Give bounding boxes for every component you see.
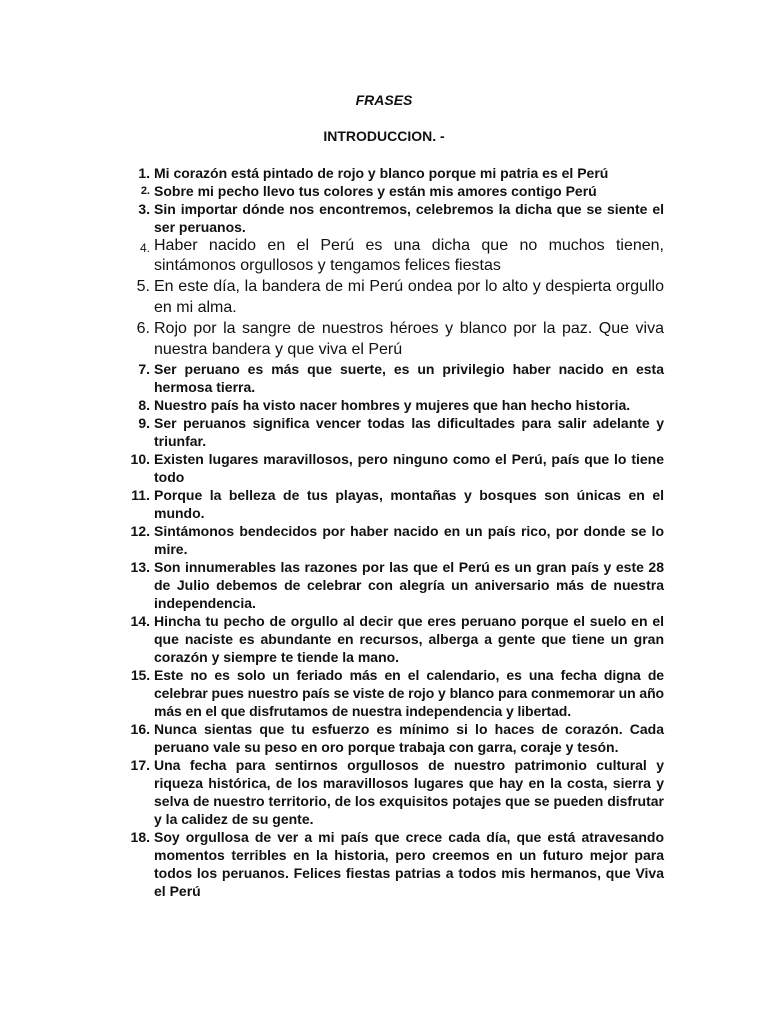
list-item — [0, 396, 768, 414]
list-item — [0, 414, 768, 450]
section-heading: INTRODUCCION. - — [323, 128, 445, 144]
item-number: 9. — [138, 415, 150, 431]
item-text: Sin importar dónde nos encontremos, celebremos la dicha que se siente el ser peruanos. — [154, 201, 664, 235]
item-text: Mi corazón está pintado de rojo y blanco porque mi patria es el Perú — [154, 165, 609, 181]
item-text: Sobre mi pecho llevo tus colores y están mis amores contigo Perú — [154, 183, 597, 199]
item-text: Sintámonos bendecidos por haber nacido en un país rico, por donde se lo mire. — [154, 523, 664, 557]
item-text: Soy orgullosa de ver a mi país que crece cada día, que está atravesando momentos terribles en la historia, pero creemos en un futuro mejor para todos los peruanos. Felices fiestas patrias a todos mis hermanos, que Viva el Perú — [154, 829, 664, 899]
list-item — [0, 756, 768, 828]
item-number: 15. — [130, 667, 150, 683]
item-number: 8. — [138, 397, 150, 413]
item-text: Hincha tu pecho de orgullo al decir que eres peruano porque el suelo en el que naciste es abundante en recursos, alberga a gente que tiene un gran corazón y siempre te tiende la mano. — [154, 613, 664, 665]
item-number: 2. — [140, 185, 150, 197]
item-text: Porque la belleza de tus playas, montañas y bosques son únicas en el mundo. — [154, 487, 664, 521]
item-text: Son innumerables las razones por las que el Perú es un gran país y este 28 de Julio debemos de celebrar con alegría un aniversario más de nuestra independencia. — [154, 559, 664, 611]
item-number: 18. — [130, 829, 150, 845]
list-item — [0, 360, 768, 396]
list-item — [0, 486, 768, 522]
item-text: Este no es solo un feriado más en el calendario, es una fecha digna de celebrar pues nuestro país se viste de rojo y blanco para conmemorar un año más en el que disfrutamos de nuestra independencia y libertad. — [154, 667, 664, 719]
item-text: Existen lugares maravillosos, pero ninguno como el Perú, país que lo tiene todo — [154, 451, 664, 485]
item-text: Rojo por la sangre de nuestros héroes y blanco por la paz. Que viva nuestra bandera y que viva el Perú — [154, 320, 664, 358]
list-item — [0, 558, 768, 612]
item-number: 4. — [139, 241, 150, 255]
list-item — [0, 666, 768, 720]
item-number: 10. — [130, 451, 150, 467]
list-item — [0, 522, 768, 558]
item-number: 11. — [131, 487, 150, 503]
list-item — [0, 164, 768, 182]
item-text: En este día, la bandera de mi Perú ondea por lo alto y despierta orgullo en mi alma. — [154, 278, 664, 316]
list-item — [0, 318, 768, 360]
item-number: 1. — [138, 165, 150, 181]
item-text: Nunca sientas que tu esfuerzo es mínimo si lo haces de corazón. Cada peruano vale su peso en oro porque trabaja con garra, coraje y tesón. — [154, 721, 664, 755]
item-number: 14. — [130, 613, 150, 629]
list-item — [0, 182, 768, 200]
item-number: 7. — [138, 361, 150, 377]
item-text: Ser peruanos significa vencer todas las dificultades para salir adelante y triunfar. — [154, 415, 664, 449]
item-number: 6. — [136, 320, 150, 337]
list-item — [0, 276, 768, 318]
item-number: 13. — [130, 559, 150, 575]
item-number: 16. — [130, 721, 150, 737]
phrase-list — [0, 164, 768, 900]
item-text: Una fecha para sentirnos orgullosos de nuestro patrimonio cultural y riqueza histórica, de los maravillosos lugares que hay en la costa, sierra y selva de nuestro territorio, de los exquisitos potajes que se pueden disfrutar y la calidez de su gente. — [154, 757, 664, 827]
item-number: 5. — [136, 278, 150, 295]
list-item — [0, 450, 768, 486]
item-text: Ser peruano es más que suerte, es un privilegio haber nacido en esta hermosa tierra. — [154, 361, 664, 395]
list-item — [0, 720, 768, 756]
list-item — [0, 200, 768, 236]
item-text: Haber nacido en el Perú es una dicha que no muchos tienen, sintámonos orgullosos y tengamos felices fiestas — [154, 237, 664, 274]
page-title: FRASES — [355, 92, 413, 108]
item-text: Nuestro país ha visto nacer hombres y mujeres que han hecho historia. — [154, 397, 631, 413]
item-number: 12. — [130, 523, 150, 539]
item-number: 17. — [130, 757, 150, 773]
list-item — [0, 236, 768, 276]
list-item — [0, 828, 768, 900]
item-number: 3. — [138, 201, 150, 217]
list-item — [0, 612, 768, 666]
